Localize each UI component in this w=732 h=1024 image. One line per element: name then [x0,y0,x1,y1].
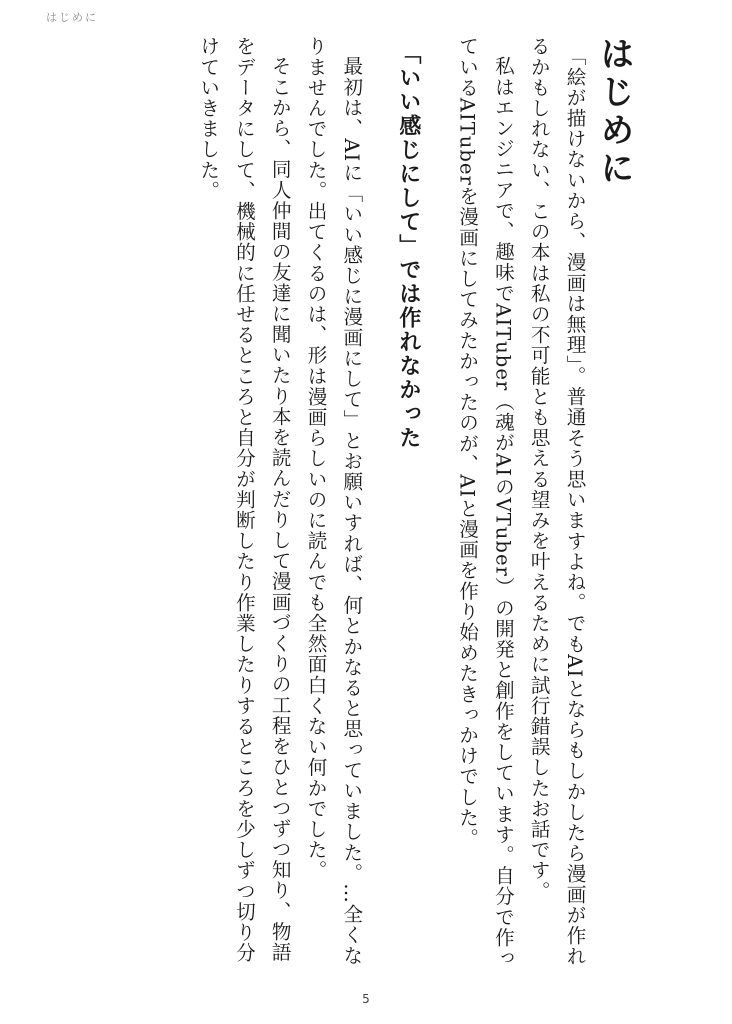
chapter-title: はじめに [594,36,634,188]
paragraph-intro-1: 「絵が描けないから、漫画は無理」。普通そう思いますよね。でもAIとならもしかしたら漫画が作れるかもしれない、この本は私の不可能とも思える望みを叶えるために試行錯誤したお話です。 [527,36,586,967]
paragraph-intro-2: 私はエンジニアで、趣味でAITuber（魂がAIのVTuber）の開発と創作をしています。自分で作っているAITuberを漫画にしてみたかったのが、AIと漫画を作り始めたきっかけでした。 [455,36,515,968]
paragraph-section-2: そこから、同人仲間の友達に聞いたり本を読んだりして漫画づくりの工程をひとつずつ知り、物語をデータにして、機械的に任せるところと自分が判断したり作業したりするところを少しずつ切り分けていきました。 [196,36,292,963]
section-heading: 「いい感じにして」では作れなかった [395,42,422,450]
page-number: 5 [362,992,370,1006]
page-body [76,36,636,971]
paragraph-section-1: 最初は、AIに「いい感じに漫画にして」とお願いすれば、何とかなると思っていました。…全くなりませんでした。出てくるのは、形は漫画らしいのに読んでも全然面白くない何かでした。 [304,36,363,966]
running-head: はじめに [46,11,98,24]
